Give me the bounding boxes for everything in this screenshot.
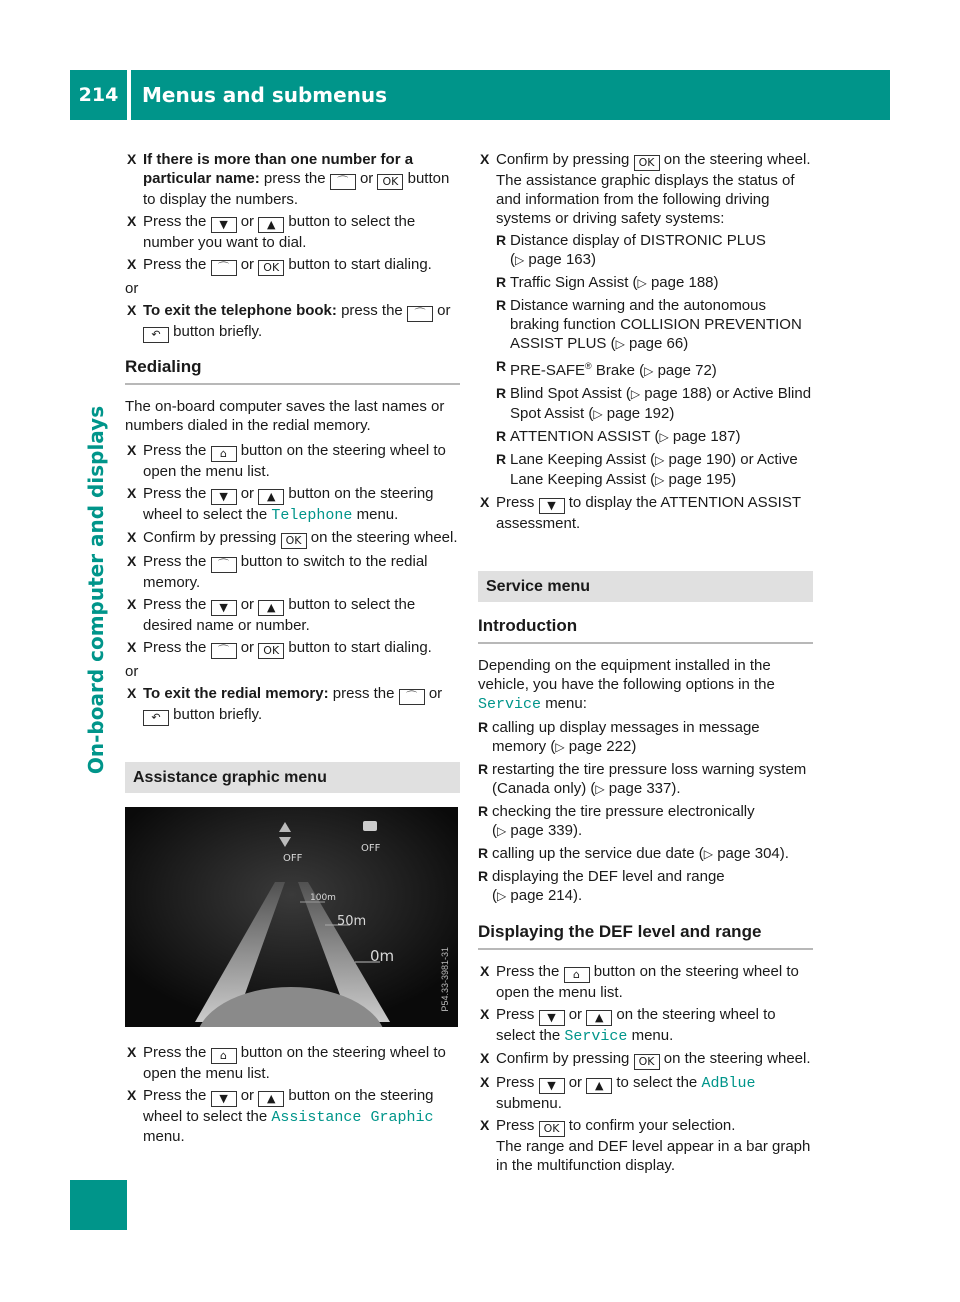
paragraph-text: Depending on the equipment installed in the vehicle, you have the following options in the	[478, 657, 775, 693]
step-text: Confirm by pressing	[496, 151, 630, 168]
step-text: button briefly.	[173, 706, 263, 723]
or-text: or	[437, 302, 451, 319]
step-text: submenu.	[496, 1095, 562, 1112]
phone-icon: ⌒	[211, 557, 237, 573]
page-number: 214	[78, 84, 119, 106]
step-text: Press the	[143, 485, 207, 502]
page-ref: page 66)	[629, 335, 689, 352]
ok-key-icon: OK	[539, 1121, 565, 1137]
step-text: button to display the numbers.	[143, 170, 450, 208]
step-exit-phonebook	[125, 301, 460, 343]
heading-introduction: Introduction	[478, 616, 813, 644]
step-text: button on the steering wheel to select the	[143, 485, 434, 523]
heading-assistance-graphic: Assistance graphic menu	[125, 762, 460, 793]
paragraph-text: menu:	[545, 695, 587, 712]
off-label-right: OFF	[361, 843, 381, 854]
step-description: The assistance graphic displays the status of and information from the following driving systems or driving safety systems:	[496, 172, 795, 227]
up-arrow-key: ▲	[258, 489, 284, 505]
up-arrow-key: ▲	[258, 217, 284, 233]
or-text: or	[240, 639, 255, 656]
page-ref: page 190) or Active Lane Keeping Assist (	[510, 451, 798, 488]
step-text: Press	[496, 494, 535, 511]
menu-name-telephone: Telephone	[271, 507, 353, 524]
bullet-text: checking the tire pressure electronically	[492, 803, 755, 820]
attention-assist-icon	[363, 821, 377, 831]
bullet-text: Blind Spot Assist (	[510, 385, 631, 402]
step-description: The range and DEF level appear in a bar graph in the multifunction display.	[496, 1138, 811, 1174]
step-text: menu.	[356, 506, 399, 523]
page-ref: page 163)	[528, 251, 596, 268]
step-select-assistance	[125, 1086, 460, 1146]
down-arrow-key: ▼	[211, 217, 237, 233]
step-text: Press the	[143, 442, 207, 459]
page-ref-icon: ▷	[655, 473, 665, 487]
step-text: button on the steering wheel to select the	[143, 1087, 434, 1125]
step-text: Press	[496, 1006, 535, 1023]
page-ref: page 222)	[568, 738, 637, 755]
step-def-select-adblue	[478, 1073, 813, 1113]
step-bold: If there is more than one number for a particular name:	[143, 151, 414, 187]
page-header	[70, 70, 890, 120]
step-text: press the	[336, 302, 403, 319]
menu-name-adblue: AdBlue	[701, 1075, 756, 1092]
list-item: R displaying the DEF level and range (▷ page 214).	[478, 867, 813, 906]
page-ref: page 188)	[650, 274, 719, 291]
down-arrow-key: ▼	[211, 489, 237, 505]
page-title: Menus and submenus	[142, 83, 388, 107]
menu-name-service: Service	[564, 1028, 628, 1045]
bullet-text: calling up display messages in message memory (	[492, 719, 760, 755]
distance-label-100: 100m	[310, 893, 336, 903]
or-text: or	[240, 485, 255, 502]
step-text: Press	[496, 1074, 535, 1091]
page-ref: page 339).	[510, 822, 583, 839]
distance-label-0: 0m	[370, 947, 395, 965]
step-text: button briefly.	[173, 323, 263, 340]
page-ref-icon: ▷	[595, 782, 605, 796]
phone-icon: ⌒	[211, 643, 237, 659]
page-ref: page 304).	[717, 845, 789, 862]
step-text: button to switch to the redial memory.	[143, 553, 428, 591]
list-item	[478, 450, 813, 490]
page-ref: page 195)	[668, 471, 737, 488]
assistance-graphic-figure	[125, 807, 458, 1027]
down-arrow-key: ▼	[539, 1078, 565, 1094]
redial-intro: The on-board computer saves the last names or numbers dialed in the redial memory.	[125, 398, 445, 434]
ok-key-icon: OK	[258, 260, 284, 276]
ok-key-icon: OK	[258, 643, 284, 659]
step-text: Confirm by pressing	[143, 529, 277, 546]
left-column	[125, 150, 460, 1149]
step-text: menu.	[143, 1128, 185, 1145]
bullet-text: PRE-SAFE	[510, 362, 586, 379]
page-ref-icon: ▷	[515, 253, 525, 267]
menu-name-assistance: Assistance Graphic	[271, 1109, 434, 1126]
step-text: on the steering wheel.	[663, 151, 811, 168]
step-text: button to select the number you want to dial.	[143, 213, 416, 251]
page-ref-icon: ▷	[655, 453, 665, 467]
step-def-confirm	[478, 1049, 813, 1070]
down-arrow-key: ▼	[539, 498, 565, 514]
page-ref: page 192)	[606, 405, 675, 422]
step-text: Press the	[143, 1044, 207, 1061]
page-ref-icon: ▷	[615, 337, 625, 351]
distance-label-50: 50m	[337, 914, 367, 929]
step-def-select-service	[478, 1005, 813, 1046]
or-text: or	[568, 1074, 583, 1091]
ok-key-icon: OK	[377, 174, 403, 190]
list-item	[478, 296, 813, 354]
or-text: or	[568, 1006, 583, 1023]
or-text: or	[428, 685, 443, 702]
page-ref: page 188) or Active Blind Spot Assist (	[510, 385, 812, 422]
list-item	[478, 357, 813, 381]
menu-name-service: Service	[478, 696, 542, 713]
down-arrow-key: ▼	[211, 600, 237, 616]
list-item	[478, 718, 813, 757]
page-ref-icon: ▷	[630, 387, 641, 401]
hang-up-icon: ⌒	[407, 306, 433, 322]
step-exit-redial	[125, 684, 460, 726]
step-open-menu	[125, 441, 460, 481]
step-select-number	[125, 212, 460, 252]
list-item	[478, 427, 813, 447]
step-start-dialing-2	[125, 638, 460, 659]
heading-redialing: Redialing	[125, 357, 460, 385]
bullet-text: Distance warning and the autonomous braking function COLLISION PREVENTION ASSIST PLUS (	[510, 297, 802, 352]
step-text: Press the	[143, 1087, 207, 1104]
step-text: press the	[259, 170, 326, 187]
hang-up-icon: ⌒	[399, 689, 425, 705]
step-switch-redial	[125, 552, 460, 592]
header-divider	[127, 70, 131, 120]
off-label-left: OFF	[283, 853, 303, 864]
step-def-open-menu	[478, 962, 813, 1002]
down-arrow-key: ▼	[539, 1010, 565, 1026]
back-icon: ↶	[143, 327, 169, 343]
bullet-text: Traffic Sign Assist (	[510, 274, 638, 291]
registered-mark: ®	[585, 361, 592, 371]
or-text: or	[240, 256, 255, 273]
page-ref: page 337).	[608, 780, 681, 797]
step-open-menu-2	[125, 1043, 460, 1083]
side-tab-block	[70, 1180, 127, 1230]
ok-key-icon: OK	[634, 1054, 660, 1070]
step-text: press the	[328, 685, 395, 702]
step-text: on the steering wheel.	[663, 1050, 811, 1067]
or-text: or	[240, 596, 255, 613]
step-confirm	[125, 528, 460, 549]
bullet-text: Brake (	[591, 362, 645, 379]
page-ref-icon: ▷	[637, 276, 647, 290]
step-confirm-assist	[478, 150, 813, 228]
step-text: Press the	[143, 213, 207, 230]
up-arrow-key: ▲	[258, 1091, 284, 1107]
step-attention-assessment	[478, 493, 813, 533]
step-start-dialing	[125, 255, 460, 276]
or-text: or	[240, 213, 255, 230]
step-multiple-numbers	[125, 150, 460, 209]
heading-def-level: Displaying the DEF level and range	[478, 922, 813, 950]
step-text: to select the	[616, 1074, 698, 1091]
step-select-name	[125, 595, 460, 635]
figure-code: P54.33-3981-31	[440, 947, 450, 1012]
bullet-text: calling up the service due date (	[492, 845, 704, 862]
bullet-text: Lane Keeping Assist (	[510, 451, 656, 468]
list-item: R Distance display of DISTRONIC PLUS (▷ page 163)	[478, 231, 813, 270]
home-icon: ⌂	[564, 967, 590, 983]
step-text: Press the	[143, 553, 207, 570]
side-tab-label: On-board computer and displays	[84, 405, 108, 775]
step-text: button on the steering wheel to open the menu list.	[143, 1044, 446, 1082]
home-icon: ⌂	[211, 1048, 237, 1064]
step-text: button to start dialing.	[288, 639, 432, 656]
step-bold: To exit the redial memory:	[143, 685, 329, 702]
back-icon: ↶	[143, 710, 169, 726]
page-ref-icon: ▷	[497, 889, 507, 903]
right-column	[478, 150, 813, 1178]
down-arrow-key: ▼	[211, 1091, 237, 1107]
step-text: button on the steering wheel to open the menu list.	[143, 442, 446, 480]
step-text: to confirm your selection.	[568, 1117, 736, 1134]
page-ref-icon: ▷	[497, 824, 507, 838]
phone-icon: ⌒	[211, 260, 237, 276]
step-text: to display the ATTENTION ASSIST assessment.	[496, 494, 801, 532]
list-item	[478, 844, 813, 864]
or-text: or	[240, 1087, 255, 1104]
intro-text	[478, 656, 813, 714]
section-side-tab	[84, 405, 114, 775]
or-line: or	[125, 663, 139, 680]
home-icon: ⌂	[211, 446, 237, 462]
list-item: R checking the tire pressure electronically (▷ page 339).	[478, 802, 813, 841]
up-arrow-key: ▲	[258, 600, 284, 616]
or-text: or	[359, 170, 374, 187]
ok-key-icon: OK	[281, 533, 307, 549]
step-text: Press the	[143, 256, 207, 273]
step-text: button on the steering wheel to open the menu list.	[496, 963, 799, 1001]
page-ref: page 187)	[672, 428, 741, 445]
step-text: on the steering wheel to select the	[496, 1006, 776, 1044]
step-text: menu.	[631, 1027, 674, 1044]
step-def-confirm-selection	[478, 1116, 813, 1175]
step-text: Press the	[143, 639, 207, 656]
bullet-text: ATTENTION ASSIST (	[510, 428, 660, 445]
list-item	[478, 273, 813, 293]
bullet-text: displaying the DEF level and range	[492, 868, 725, 885]
step-text: Press the	[496, 963, 560, 980]
ok-key-icon: OK	[634, 155, 660, 171]
step-select-telephone	[125, 484, 460, 525]
page-ref-icon: ▷	[644, 364, 654, 378]
assistance-graphic-illustration	[125, 807, 458, 1027]
phone-icon: ⌒	[330, 174, 356, 190]
page-ref-icon: ▷	[593, 407, 603, 421]
up-arrow-key: ▲	[586, 1010, 612, 1026]
page-ref-icon: ▷	[555, 740, 565, 754]
step-text: button to start dialing.	[288, 256, 432, 273]
step-text: button to select the desired name or number.	[143, 596, 416, 634]
step-bold: To exit the telephone book:	[143, 302, 337, 319]
page-ref: page 214).	[510, 887, 583, 904]
up-arrow-key: ▲	[586, 1078, 612, 1094]
step-text: Press the	[143, 596, 207, 613]
list-item	[478, 384, 813, 424]
heading-service-menu: Service menu	[478, 571, 813, 602]
or-line: or	[125, 280, 139, 297]
step-text: on the steering wheel.	[310, 529, 458, 546]
bullet-text: Distance display of DISTRONIC PLUS	[510, 232, 766, 249]
bullet-text: restarting the tire pressure loss warning system (Canada only) (	[492, 761, 807, 797]
list-item	[478, 760, 813, 799]
page-ref: page 72)	[657, 362, 717, 379]
step-text: Press	[496, 1117, 535, 1134]
step-text: Confirm by pressing	[496, 1050, 630, 1067]
page-ref-icon: ▷	[703, 847, 714, 861]
page-ref-icon: ▷	[659, 430, 669, 444]
